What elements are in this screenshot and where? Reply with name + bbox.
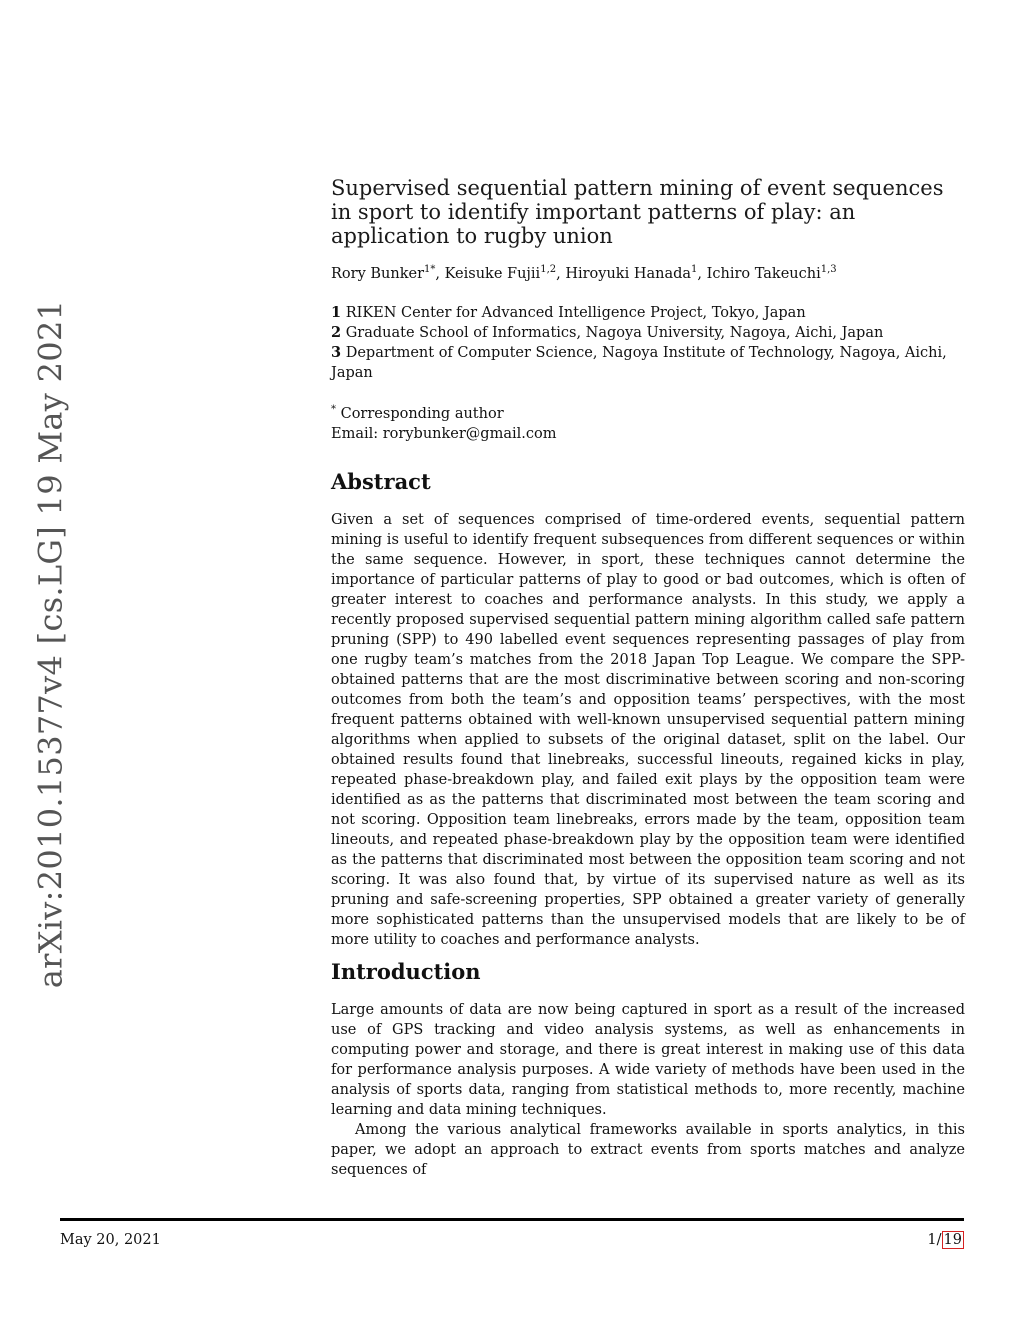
author-affiliation-mark: 1,2 xyxy=(540,264,557,275)
author-affiliation-mark: 1,3 xyxy=(820,264,837,275)
affiliation-item xyxy=(331,343,965,383)
author-affiliation-mark: 1 xyxy=(691,264,698,275)
arxiv-identifier: arXiv:2010.15377v4 [cs.LG] 19 May 2021 xyxy=(31,299,69,988)
author-separator: , xyxy=(435,265,445,282)
author-name: Keisuke Fujii xyxy=(444,265,541,282)
affiliation-list xyxy=(331,303,965,383)
author-name: Ichiro Takeuchi xyxy=(706,265,821,282)
affiliation-item xyxy=(331,303,965,323)
abstract-heading: Abstract xyxy=(331,469,431,494)
affiliation-text: Department of Computer Science, Nagoya Institute of Technology, Nagoya, Aichi, Japan xyxy=(331,345,947,381)
page-current: 1/ xyxy=(927,1232,942,1248)
footer-rule xyxy=(60,1218,964,1221)
paper-title: Supervised sequential pattern mining of event sequences in sport to identify important patterns of play: an application to rugby union xyxy=(331,176,944,248)
abstract-text: Given a set of sequences comprised of time-ordered events, sequential pattern mining is useful to identify frequent subsequences from different sequences or within the same sequence. However, in sport, these techniques cannot determine the importance of particular patterns of play to good or bad outcomes, which is often of greater interest to coaches and performance analysts. In this study, we apply a recently proposed supervised sequential pattern mining algorithm called safe pattern pruning (SPP) to 490 labelled event sequences representing passages of play from one rugby team’s matches from the 2018 Japan Top League. We compare the SPP-obtained patterns that are the most discriminative between scoring and non-scoring outcomes from both the team’s and opposition teams’ perspectives, with the most frequent patterns obtained with well-known unsupervised sequential pattern mining algorithms when applied to subsets of the original dataset, split on the label. Our obtained results found that linebreaks, successful lineouts, regained kicks in play, repeated phase-breakdown play, and failed exit plays by the opposition team were identified as as the patterns that discriminated most between the team scoring and not scoring. Opposition team linebreaks, errors made by the team, opposition team lineouts, and repeated phase-breakdown play by the opposition team were identified as the patterns that discriminated most between the opposition team scoring and not scoring. It was also found that, by virtue of its supervised nature as well as its pruning and safe-screening properties, SPP obtained a greater variety of generally more sophisticated patterns than the unsupervised models that are likely to be of more utility to coaches and performance analysts. xyxy=(331,512,965,948)
author-separator: , xyxy=(556,265,566,282)
affiliation-number: 3 xyxy=(331,344,342,361)
page-total-link[interactable]: 19 xyxy=(943,1232,962,1248)
footer-date: May 20, 2021 xyxy=(60,1232,161,1248)
affiliation-text: Graduate School of Informatics, Nagoya University, Nagoya, Aichi, Japan xyxy=(341,325,884,341)
corresponding-mark: * xyxy=(331,404,336,415)
affiliation-number: 1 xyxy=(331,304,342,321)
author-affiliation-mark: 1* xyxy=(424,264,436,275)
author-name: Hiroyuki Hanada xyxy=(565,265,692,282)
affiliation-item xyxy=(331,323,965,343)
author-list xyxy=(331,264,837,282)
affiliation-number: 2 xyxy=(331,324,342,341)
page-number xyxy=(927,1232,964,1248)
author-separator: , xyxy=(697,265,707,282)
contact-email: Email: rorybunker@gmail.com xyxy=(331,425,557,442)
introduction-paragraph: Among the various analytical frameworks available in sports analytics, in this paper, we adopt an approach to extract events from sports matches and analyze sequences of xyxy=(331,1122,965,1178)
arxiv-identifier-container xyxy=(31,299,69,988)
introduction-heading: Introduction xyxy=(331,959,481,984)
corresponding-author-note: * Corresponding author xyxy=(331,404,504,422)
introduction-paragraph: Large amounts of data are now being captured in sport as a result of the increased use of GPS tracking and video analysis systems, as well as enhancements in computing power and storage, and there is great interest in making use of this data for performance analysis purposes. A wide variety of methods have been used in the analysis of sports data, ranging from statistical methods to, more recently, machine learning and data mining techniques. xyxy=(331,1002,965,1118)
affiliation-text: RIKEN Center for Advanced Intelligence Project, Tokyo, Japan xyxy=(341,305,806,321)
author-name: Rory Bunker xyxy=(331,265,425,282)
contact-block xyxy=(331,400,556,444)
